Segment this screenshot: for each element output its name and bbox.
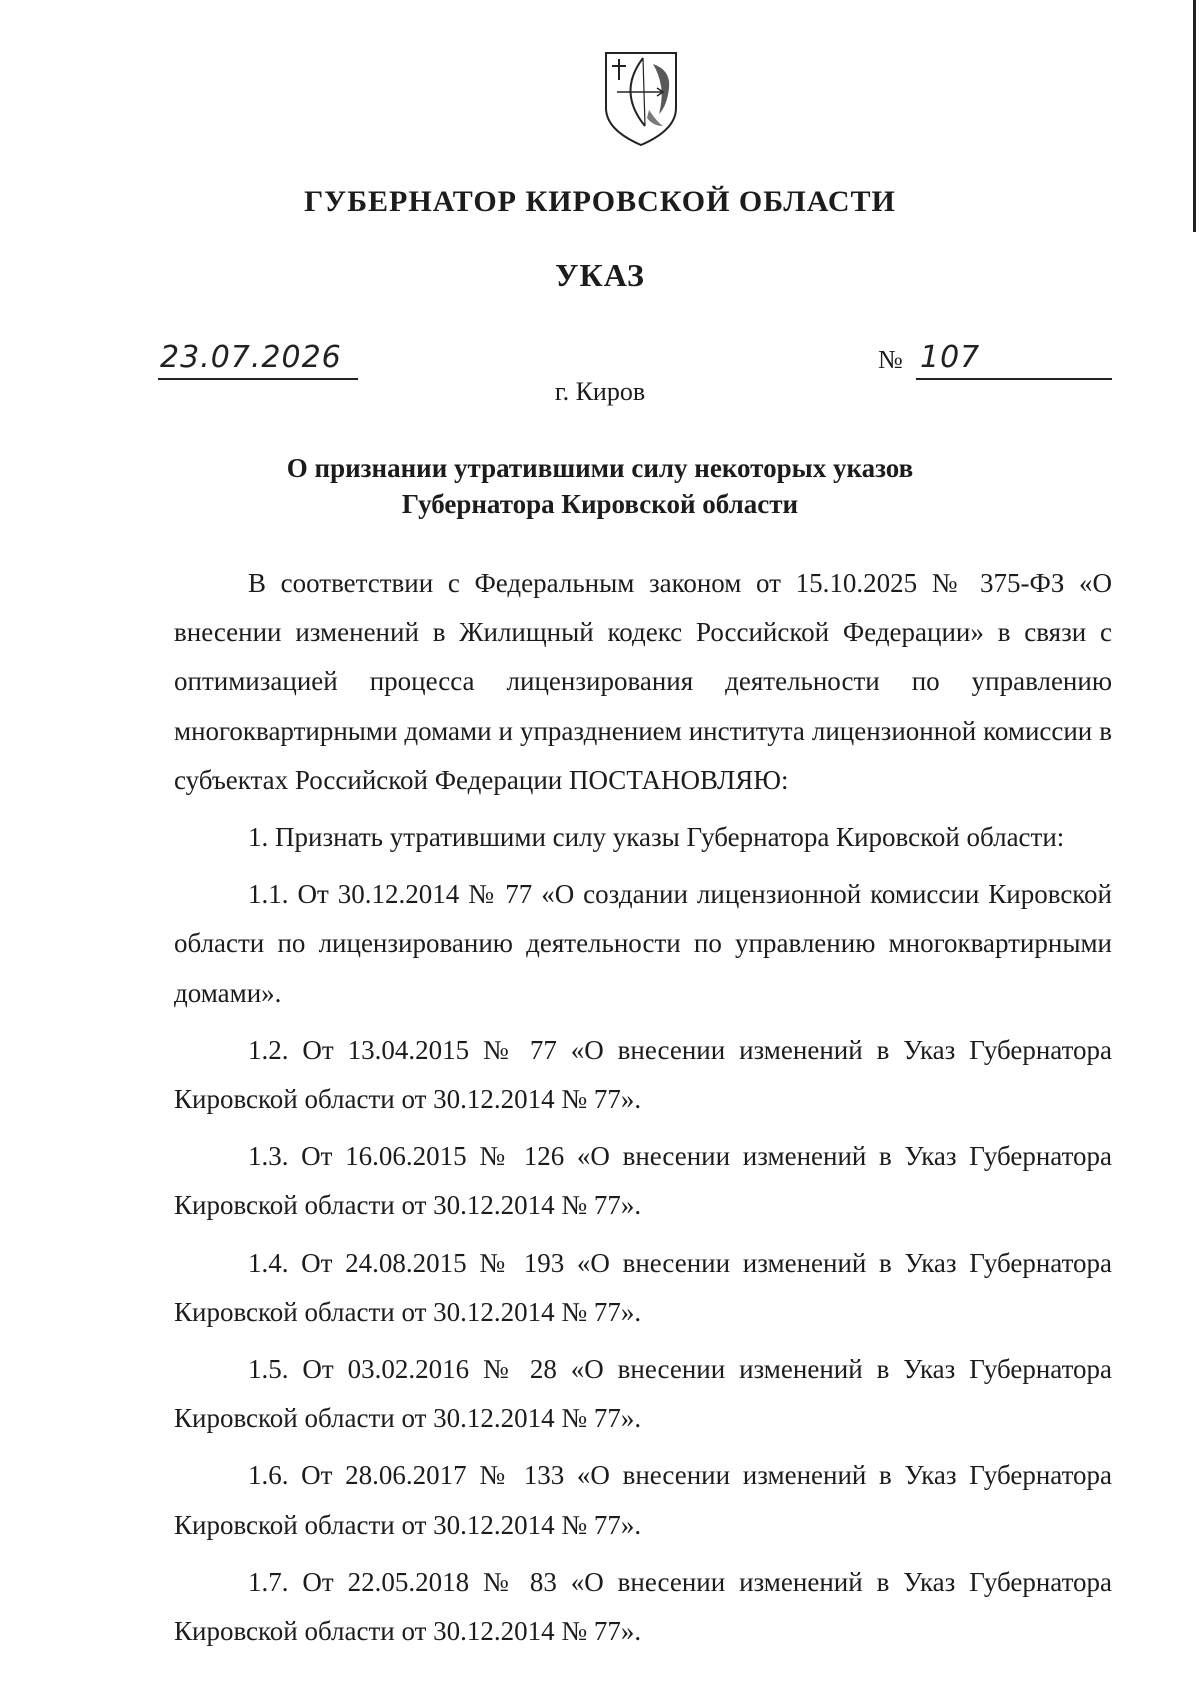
preamble-paragraph: В соответствии с Федеральным законом от 15.10.2025 № 375-ФЗ «О внесении изменений в Жилищный кодекс Российской Федерации» в связи с оптимизацией процесса лицензирования деятельности по управлению многоквартирными домами и упразднением института лицензионной комиссии в субъектах Российской Федерации ПОСТАНОВЛЯЮ: [174, 568, 1112, 795]
item-1-4: 1.4. От 24.08.2015 № 193 «О внесении изменений в Указ Губернатора Кировской области от 30.12.2014 № 77». [174, 1247, 1112, 1327]
document-title [0, 450, 1200, 522]
date-field [158, 338, 358, 380]
title-line-1: О признании утратившими силу некоторых указов [286, 453, 914, 483]
item-1-6: 1.6. От 28.06.2017 № 133 «О внесении изменений в Указ Губернатора Кировской области от 30.12.2014 № 77». [174, 1460, 1112, 1540]
title-line-2: Губернатора Кировской области [401, 489, 799, 519]
document-type: УКАЗ [555, 257, 645, 293]
item-1: 1. Признать утратившими силу указы Губернатора Кировской области: [248, 822, 1065, 853]
kirov-coat-of-arms-icon [603, 50, 679, 148]
item-1-3: 1.3. От 16.06.2015 № 126 «О внесении изменений в Указ Губернатора Кировской области от 30.12.2014 № 77». [174, 1141, 1112, 1221]
item-1-5: 1.5. От 03.02.2016 № 28 «О внесении изменений в Указ Губернатора Кировской области от 30.12.2014 № 77». [174, 1354, 1112, 1434]
number-field [916, 338, 1112, 380]
handwritten-date: 23.07.2026 [160, 340, 342, 375]
document-body [174, 559, 1112, 1656]
handwritten-number: 107 [920, 340, 981, 375]
item-1-1: 1.1. От 30.12.2014 № 77 «О создании лицензионной комиссии Кировской области по лицензированию деятельности по управлению многоквартирными домами». [174, 879, 1112, 1008]
item-1-2: 1.2. От 13.04.2015 № 77 «О внесении изменений в Указ Губернатора Кировской области от 30.12.2014 № 77». [174, 1034, 1112, 1115]
city-line: г. Киров [554, 377, 646, 406]
number-label: № [878, 345, 903, 374]
item-1-7: 1.7. От 22.05.2018 № 83 «О внесении изменений в Указ Губернатора Кировской области от 30.12.2014 № 77». [174, 1566, 1112, 1647]
organization-title: ГУБЕРНАТОР КИРОВСКОЙ ОБЛАСТИ [304, 185, 896, 218]
